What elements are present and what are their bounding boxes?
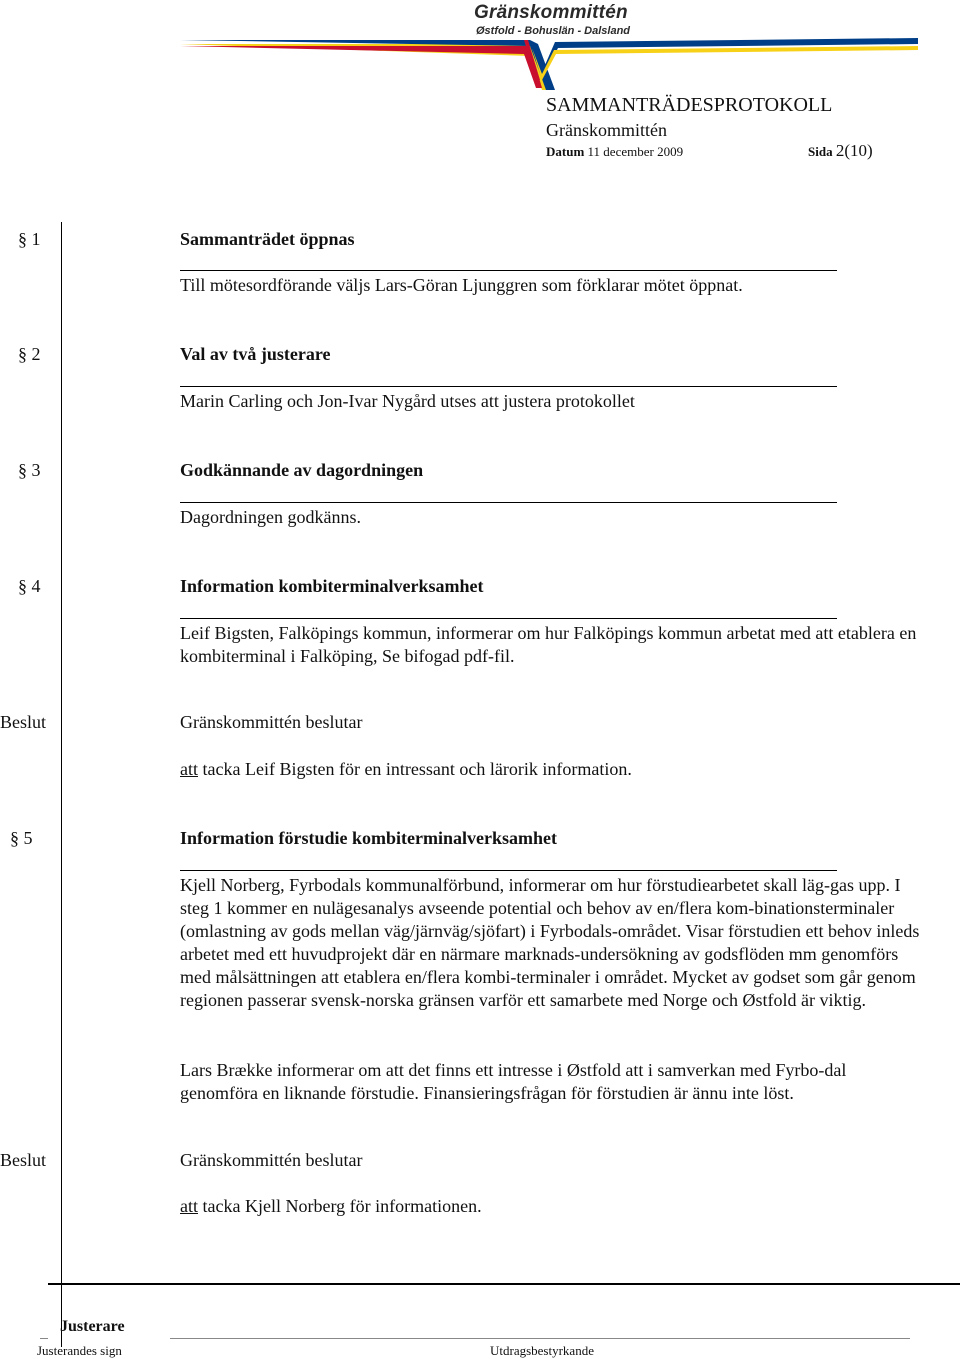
section-4-heading: Information kombiterminalverksamhet [180,576,484,596]
organization-name: Gränskommittén [546,120,667,140]
section-1-body: Till mötesordförande väljs Lars-Göran Ljunggren som förklarar mötet öppnat. [180,275,743,295]
section-3-body: Dagordningen godkänns. [180,507,361,527]
section-2-number [18,344,41,365]
section-1-number [18,229,41,250]
resolution-text: tacka Leif Bigsten för en intressant och lärorik information. [198,759,632,779]
footer-justerare: Justerare [60,1318,125,1335]
footer-rule [48,1283,960,1285]
section-5-heading: Information förstudie kombiterminalverksamhet [180,828,557,848]
section-symbol: § [18,460,27,480]
section-num: 4 [31,576,41,596]
page-value: 2(10) [835,141,873,160]
page-label: Sida [808,144,833,159]
date-value: 11 december 2009 [587,144,684,159]
section-5-decision-label: Beslut [0,1150,47,1170]
footer-justerandes-sign: Justerandes sign [37,1343,122,1358]
section-symbol: § [10,828,19,848]
resolution-text: tacka Kjell Norberg för informationen. [198,1196,482,1216]
section-2-heading: Val av två justerare [180,344,331,364]
date-line [546,144,683,160]
att-word: att [180,1196,198,1216]
section-4-decision-text: Gränskommittén beslutar [180,712,363,732]
section-num: 3 [31,460,41,480]
section-2-body: Marin Carling och Jon-Ivar Nygård utses att justera protokollet [180,391,635,411]
section-4-decision-label: Beslut [0,712,47,732]
att-word: att [180,759,198,779]
section-5-paragraph-1: Kjell Norberg, Fyrbodals kommunalförbund, informerar om hur förstudiearbetet skall läg-gas upp. I steg 1 kommer en nulägesanalys avseende potential och behov av en/flera kom-binationsterminaler (omlastning av gods mellan väg/järnväg/sjöfart) i Fyrbodals-området. Visar förstudien ett behov inleds arbetet med ett huvudprojekt där en närmare marknads-undersökning av godsflöden mm genomförs med målsättningen att etablera en/flera kombi-terminaler i området. Mycket av godset som går genom regionen passerar svensk-norska gränsen varför ett samarbete med Norge och Østfold är viktig. [180,875,920,1010]
date-label: Datum [546,144,585,159]
section-4-number [18,576,41,597]
page-indicator [808,141,873,161]
section-1-rule [180,270,837,271]
logo-flag-ribbon [170,30,920,90]
section-num: 5 [23,828,33,848]
logo-title: Gränskommittén [474,2,628,23]
section-1-heading: Sammanträdet öppnas [180,229,355,249]
section-3-rule [180,502,837,503]
section-symbol: § [18,576,27,596]
section-num: 1 [31,229,41,249]
footer-signature-line [170,1338,910,1339]
section-num: 2 [31,344,41,364]
section-5-rule [180,870,837,871]
section-2-rule [180,386,837,387]
logo-subtitle: Østfold - Bohuslän - Dalsland [476,25,631,37]
footer-dash [40,1338,48,1339]
margin-divider [61,222,62,1347]
section-4-body: Leif Bigsten, Falköpings kommun, informerar om hur Falköpings kommun arbetat med att etablera en kombiterminal i Falköping, Se bifogad pdf-fil. [180,623,917,666]
section-3-number [18,460,41,481]
section-symbol: § [18,344,27,364]
section-4-decision-resolution [180,759,632,780]
footer-utdragsbestyrkande: Utdragsbestyrkande [490,1343,594,1358]
section-symbol: § [18,229,27,249]
section-5-decision-resolution [180,1196,482,1217]
section-3-heading: Godkännande av dagordningen [180,460,424,480]
section-5-decision-text: Gränskommittén beslutar [180,1150,363,1170]
section-5-number [10,828,33,849]
document-title: SAMMANTRÄDESPROTOKOLL [546,94,833,116]
section-4-rule [180,618,837,619]
section-5-paragraph-2: Lars Brække informerar om att det finns ett intresse i Østfold att i samverkan med Fyrbo-dal genomföra en liknande förstudie. Finansieringsfrågan för förstudien är ännu inte löst. [180,1060,847,1103]
